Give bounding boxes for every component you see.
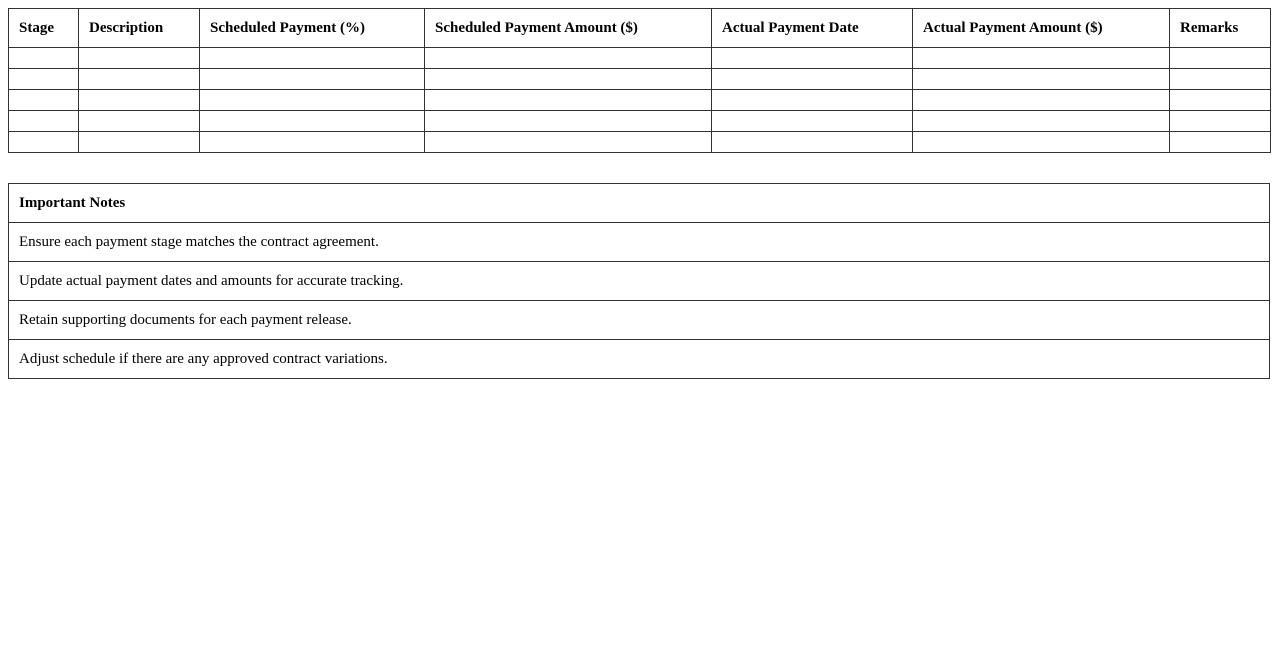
- table-row: [9, 111, 1271, 132]
- list-item: [9, 340, 1270, 379]
- table-cell: [712, 132, 913, 153]
- table-cell: [1170, 111, 1271, 132]
- column-header-description: Description: [79, 9, 200, 48]
- important-notes-table: [8, 183, 1270, 379]
- list-item: [9, 301, 1270, 340]
- table-cell: [1170, 90, 1271, 111]
- table-cell: [79, 69, 200, 90]
- table-cell: [712, 48, 913, 69]
- table-cell: [425, 111, 712, 132]
- note-text: Ensure each payment stage matches the contract agreement.: [9, 223, 1270, 262]
- note-text: Retain supporting documents for each payment release.: [9, 301, 1270, 340]
- note-text: Adjust schedule if there are any approved contract variations.: [9, 340, 1270, 379]
- table-cell: [9, 48, 79, 69]
- table-cell: [79, 132, 200, 153]
- table-cell: [913, 48, 1170, 69]
- table-cell: [425, 90, 712, 111]
- table-cell: [913, 69, 1170, 90]
- table-cell: [200, 69, 425, 90]
- table-cell: [425, 48, 712, 69]
- table-cell: [9, 132, 79, 153]
- table-row: [9, 90, 1271, 111]
- table-cell: [712, 90, 913, 111]
- column-header-scheduled-payment-amount: Scheduled Payment Amount ($): [425, 9, 712, 48]
- table-cell: [79, 48, 200, 69]
- table-cell: [1170, 48, 1271, 69]
- column-header-remarks: Remarks: [1170, 9, 1271, 48]
- table-cell: [9, 111, 79, 132]
- list-item: [9, 262, 1270, 301]
- list-item: [9, 223, 1270, 262]
- column-header-stage: Stage: [9, 9, 79, 48]
- column-header-scheduled-payment-percent: Scheduled Payment (%): [200, 9, 425, 48]
- table-row: [9, 132, 1271, 153]
- table-cell: [913, 132, 1170, 153]
- table-cell: [9, 90, 79, 111]
- table-cell: [712, 111, 913, 132]
- notes-header-row: [9, 184, 1270, 223]
- table-cell: [712, 69, 913, 90]
- table-row: [9, 69, 1271, 90]
- table-cell: [79, 111, 200, 132]
- column-header-actual-payment-date: Actual Payment Date: [712, 9, 913, 48]
- table-cell: [1170, 132, 1271, 153]
- table-cell: [200, 48, 425, 69]
- column-header-actual-payment-amount: Actual Payment Amount ($): [913, 9, 1170, 48]
- table-cell: [913, 111, 1170, 132]
- payment-schedule-table: [8, 8, 1271, 153]
- note-text: Update actual payment dates and amounts for accurate tracking.: [9, 262, 1270, 301]
- table-cell: [425, 132, 712, 153]
- table-cell: [200, 132, 425, 153]
- notes-title: Important Notes: [9, 184, 1270, 223]
- table-cell: [200, 90, 425, 111]
- table-cell: [9, 69, 79, 90]
- table-cell: [79, 90, 200, 111]
- table-cell: [200, 111, 425, 132]
- table-cell: [913, 90, 1170, 111]
- table-cell: [425, 69, 712, 90]
- table-header-row: [9, 9, 1271, 48]
- table-row: [9, 48, 1271, 69]
- table-cell: [1170, 69, 1271, 90]
